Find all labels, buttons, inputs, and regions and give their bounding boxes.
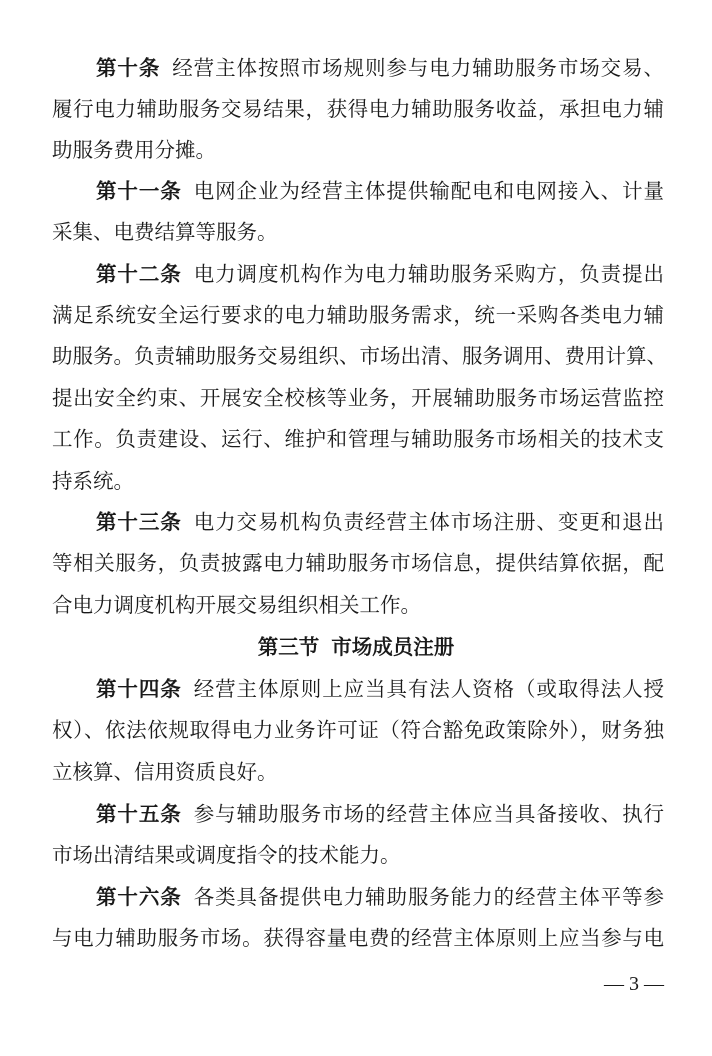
- article-10-line-1: 第十条 经营主体按照市场规则参与电力辅助服务市场交易、: [96, 56, 665, 80]
- article-16-line-1: 第十六条 各类具备提供电力辅助服务能力的经营主体平等参: [96, 885, 665, 909]
- article-10-line-3: 助服务费用分摊。: [52, 138, 216, 162]
- article-12-line-4: 提出安全约束、开展安全校核等业务，开展辅助服务市场运营监控: [52, 386, 664, 410]
- article-15-line-2: 市场出清结果或调度指令的技术能力。: [52, 843, 401, 867]
- article-12-line-1: 第十二条 电力调度机构作为电力辅助服务采购方，负责提出: [96, 262, 665, 286]
- article-10-line-2: 履行电力辅助服务交易结果，获得电力辅助服务收益，承担电力辅: [52, 97, 664, 121]
- article-13-line-2: 等相关服务，负责披露电力辅助服务市场信息，提供结算依据，配: [52, 551, 664, 575]
- article-15-label: 第十五条: [96, 802, 182, 826]
- article-13-label: 第十三条: [96, 510, 182, 534]
- article-12-line-6: 持系统。: [52, 469, 134, 493]
- article-12-line-5: 工作。负责建设、运行、维护和管理与辅助服务市场相关的技术支: [52, 427, 664, 451]
- article-16-line-2: 与电力辅助服务市场。获得容量电费的经营主体原则上应当参与电: [52, 926, 664, 950]
- article-12-label: 第十二条: [96, 262, 182, 286]
- article-14-line-2: 权）、依法依规取得电力业务许可证（符合豁免政策除外），财务独: [52, 718, 664, 742]
- article-12-line-2: 满足系统安全运行要求的电力辅助服务需求，统一采购各类电力辅: [52, 303, 664, 327]
- article-16-label: 第十六条: [96, 885, 182, 909]
- article-14-line-1: 第十四条 经营主体原则上应当具有法人资格（或取得法人授: [96, 677, 665, 701]
- article-13-line-3: 合电力调度机构开展交易组织相关工作。: [52, 593, 421, 617]
- article-10-label: 第十条: [96, 56, 161, 80]
- article-11-line-2: 采集、电费结算等服务。: [52, 220, 278, 244]
- article-11-label: 第十一条: [96, 179, 182, 203]
- article-11-line-1: 第十一条 电网企业为经营主体提供输配电和电网接入、计量: [96, 179, 665, 203]
- article-14-label: 第十四条: [96, 677, 182, 701]
- article-12-line-3: 助服务。负责辅助服务交易组织、市场出清、服务调用、费用计算、: [52, 344, 667, 368]
- article-14-line-3: 立核算、信用资质良好。: [52, 760, 278, 784]
- article-15-line-1: 第十五条 参与辅助服务市场的经营主体应当具备接收、执行: [96, 802, 665, 826]
- page-number: — 3 —: [604, 973, 664, 995]
- section-number: 第三节: [257, 635, 320, 659]
- section-heading: [0, 633, 712, 661]
- article-13-line-1: 第十三条 电力交易机构负责经营主体市场注册、变更和退出: [96, 510, 665, 534]
- section-title: 市场成员注册: [331, 635, 455, 659]
